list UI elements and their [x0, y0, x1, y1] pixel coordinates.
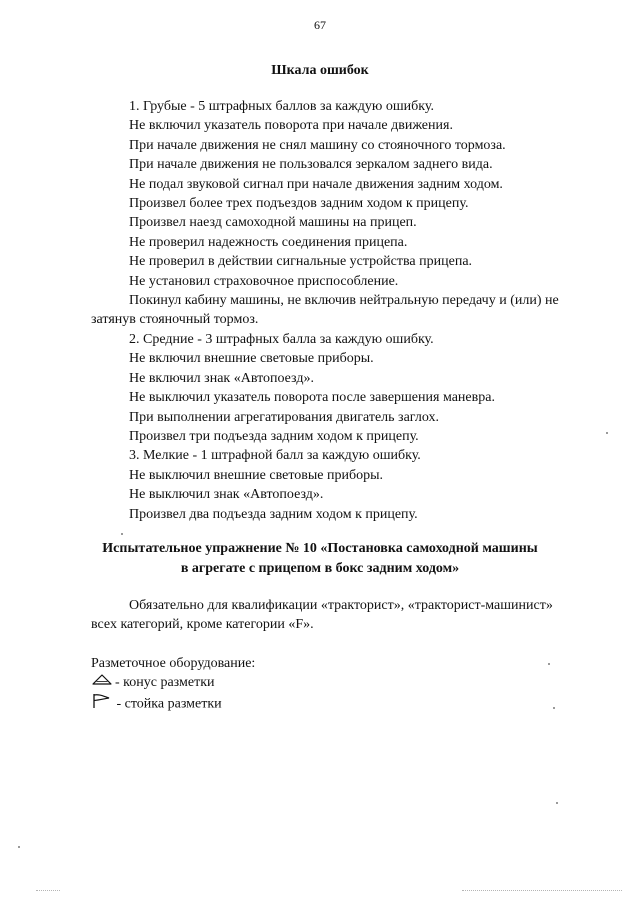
scan-dotted-trace — [36, 890, 60, 892]
list-item: Не выключил знак «Автопоезд». — [129, 487, 324, 503]
equipment-heading: Разметочное оборудование: — [91, 656, 256, 671]
scan-speck — [553, 707, 555, 709]
cone-triangle-icon — [91, 673, 115, 692]
list-item: Произвел два подъезда задним ходом к прицепу. — [129, 506, 418, 522]
scan-speck — [606, 432, 608, 434]
list-item: Не выключил внешние световые приборы. — [129, 467, 384, 483]
list-item: Не установил страховочное приспособление. — [129, 273, 399, 289]
list-item: Не включил знак «Автопоезд». — [129, 370, 314, 386]
list-item: Не включил указатель поворота при начале движения. — [129, 118, 453, 134]
list-item: При выполнении агрегатирования двигатель заглох. — [129, 409, 439, 425]
marker-flag-icon — [91, 693, 113, 715]
list-item: 1. Грубые - 5 штрафных баллов за каждую ошибку. — [129, 99, 434, 114]
list-item: Произвел три подъезда задним ходом к прицепу. — [129, 428, 419, 444]
equipment-section — [91, 654, 611, 715]
equipment-item-label: - стойка разметки — [113, 696, 222, 712]
list-item: Произвел более трех подъездов задним ходом к прицепу. — [129, 196, 469, 212]
list-item: Не проверил надежность соединения прицепа. — [129, 234, 408, 250]
list-item: 2. Средние - 3 штрафных балла за каждую ошибку. — [129, 331, 434, 347]
scan-dotted-trace — [462, 890, 622, 892]
list-item-continuation: затянув стояночный тормоз. — [91, 312, 259, 328]
exercise-title — [0, 539, 640, 578]
scan-speck — [18, 846, 20, 848]
scan-speck — [121, 533, 123, 535]
equipment-item-cone — [91, 673, 611, 692]
exercise-title-line: Испытательное упражнение № 10 «Постановка самоходной машины — [102, 541, 538, 556]
error-scale-list — [0, 97, 640, 524]
equipment-item-marker — [91, 693, 611, 715]
exercise-title-line: в агрегате с прицепом в бокс задним ходом» — [180, 560, 460, 576]
scan-speck — [556, 802, 558, 804]
page-number: 67 — [314, 18, 326, 32]
list-item: 3. Мелкие - 1 штрафной балл за каждую ошибку. — [129, 448, 421, 464]
paragraph-line: всех категорий, кроме категории «F». — [91, 617, 314, 633]
qualification-paragraph — [91, 596, 611, 635]
paragraph-line: Обязательно для квалификации «тракторист», «тракторист-машинист» — [129, 598, 553, 613]
error-scale-title: Шкала ошибок — [271, 63, 369, 78]
equipment-item-label: - конус разметки — [115, 675, 215, 691]
list-item: При начале движения не снял машину со стояночного тормоза. — [129, 137, 506, 153]
list-item: Не включил внешние световые приборы. — [129, 351, 374, 367]
list-item: Покинул кабину машины, не включив нейтральную передачу и (или) не — [129, 293, 559, 309]
scan-speck — [548, 663, 550, 665]
list-item: Не подал звуковой сигнал при начале движения задним ходом. — [129, 176, 503, 192]
list-item: Не проверил в действии сигнальные устройства прицепа. — [129, 254, 473, 270]
list-item: При начале движения не пользовался зеркалом заднего вида. — [129, 157, 493, 173]
list-item: Произвел наезд самоходной машины на прицеп. — [129, 215, 417, 231]
list-item: Не выключил указатель поворота после завершения маневра. — [129, 390, 495, 406]
